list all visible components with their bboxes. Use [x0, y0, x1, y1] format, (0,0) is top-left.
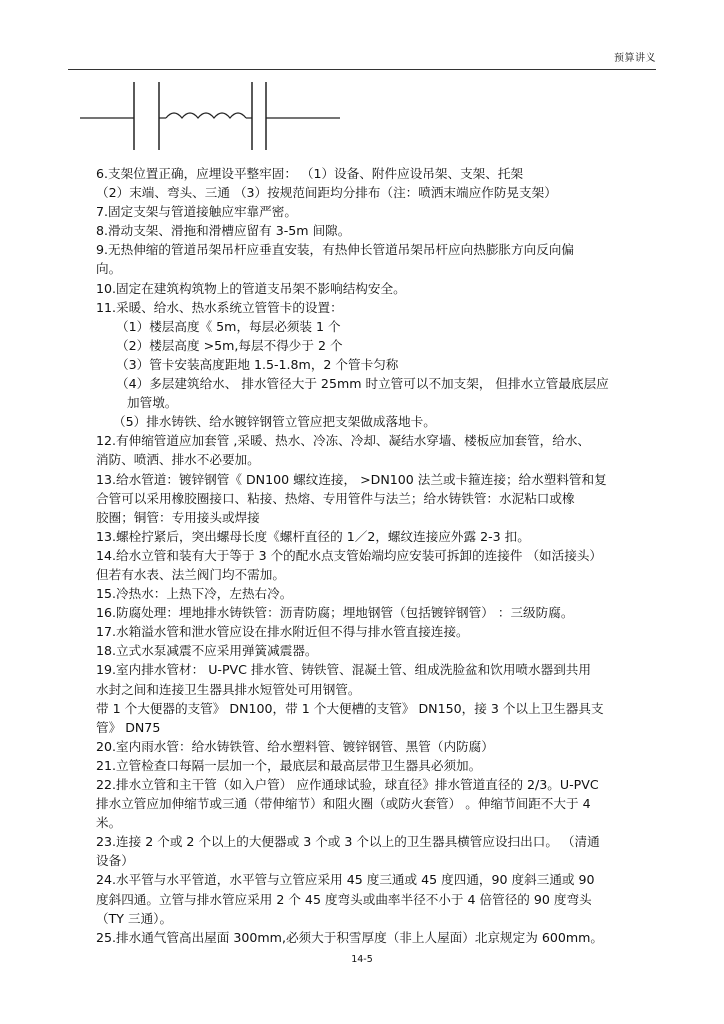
- text-line: （TY 三通）。: [96, 910, 173, 926]
- text-line: 加管墩。: [127, 395, 178, 411]
- text-line: 10.固定在建筑构筑物上的管道支吊架不影响结构安全。: [96, 280, 406, 296]
- expansion-joint-diagram: [76, 78, 346, 154]
- text-line: 米。: [96, 815, 122, 831]
- text-line: 设备）: [96, 853, 134, 869]
- text-line: 管》 DN75: [96, 719, 161, 735]
- text-line: 消防、喷洒、排水不必要加。: [96, 452, 260, 468]
- text-line: （5）排水铸铁、给水镀锌钢管立管应把支架做成落地卡。: [113, 414, 436, 430]
- text-line: 胶圈；铜管：专用接头或焊接: [96, 509, 260, 525]
- text-line: （3）管卡安装高度距地 1.5-1.8m，2 个管卡匀称: [116, 356, 399, 372]
- text-line: （1）楼层高度《 5m，每层必须装 1 个: [116, 318, 341, 334]
- text-line: 21.立管检查口每隔一层加一个，最底层和最高层带卫生器具必须加。: [96, 757, 482, 773]
- text-line: 19.室内排水管材： U-PVC 排水管、铸铁管、混凝土管、组成洗脸盆和饮用喷水器到共用: [96, 662, 591, 678]
- page-number: 14-5: [351, 954, 373, 965]
- text-line: 合管可以采用橡胶圈接口、粘接、热熔、专用管件与法兰；给水铸铁管：水泥粘口或橡: [96, 490, 575, 506]
- header-divider: [68, 69, 656, 70]
- text-line: 9.无热伸缩的管道吊架吊杆应垂直安装，有热伸长管道吊架吊杆应向热膨胀方向反向偏: [96, 242, 574, 258]
- text-line: 17.水箱溢水管和泄水管应设在排水附近但不得与排水管直接连接。: [96, 624, 469, 640]
- text-line: 11.采暖、给水、热水系统立管管卡的设置：: [96, 299, 343, 315]
- document-body: [96, 164, 656, 947]
- text-line: 24.水平管与水平管道，水平管与立管应采用 45 度三通或 45 度四通，90 度斜三通或 90: [96, 872, 595, 888]
- text-line: 20.室内雨水管：给水铸铁管、给水塑料管、镀锌钢管、黑管（内防腐）: [96, 738, 494, 754]
- text-line: 带 1 个大便器的支管》 DN100，带 1 个大便槽的支管》 DN150，接 3 个以上卫生器具支: [96, 700, 604, 716]
- text-line: 8.滑动支架、滑拖和滑槽应留有 3-5m 间隙。: [96, 223, 351, 239]
- text-line: 向。: [96, 261, 122, 277]
- text-line: （2）末端、弯头、三通 （3）按规范间距均分排布（注：喷洒末端应作防晃支架）: [96, 185, 557, 201]
- text-line: 22.排水立管和主干管（如入户管） 应作通球试验，球直径》排水管道直径的 2/3。U-PVC: [96, 777, 599, 792]
- text-line: （2）楼层高度 >5m,每层不得少于 2 个: [116, 337, 343, 353]
- text-line: 水封之间和连接卫生器具排水短管处可用钢管。: [96, 681, 361, 697]
- text-line: 6.支架位置正确，应埋设平整牢固： （1）设备、附件应设吊架、支架、托架: [96, 166, 524, 181]
- text-line: 但若有水表、法兰阀门均不需加。: [96, 566, 285, 582]
- text-line: 13.给水管道：镀锌钢管《 DN100 螺纹连接， >DN100 法兰或卡箍连接；给水塑料管和复: [96, 471, 607, 487]
- text-line: 16.防腐处理：埋地排水铸铁管：沥青防腐；埋地钢管（包括镀锌钢管） ：三级防腐。: [96, 605, 574, 621]
- text-line: 23.连接 2 个或 2 个以上的大便器或 3 个或 3 个以上的卫生器具横管应设扫出口。 （清通: [96, 834, 600, 850]
- text-line: 排水立管应加伸缩节或三通（带伸缩节）和阻火圈（或防火套管） 。伸缩节间距不大于 4: [96, 796, 591, 812]
- text-line: （4）多层建筑给水、 排水管径大于 25mm 时立管可以不加支架， 但排水立管最底层应: [116, 376, 609, 392]
- text-line: 14.给水立管和装有大于等于 3 个的配水点支管始端均应安装可拆卸的连接件 （如活接头）: [96, 547, 603, 563]
- text-line: 12.有伸缩管道应加套管 ,采暖、热水、冷冻、冷却、凝结水穿墙、楼板应加套管，给水、: [96, 433, 591, 449]
- text-line: 7.固定支架与管道接触应牢靠严密。: [96, 204, 297, 220]
- text-line: 度斜四通。立管与排水管应采用 2 个 45 度弯头或曲率半径不小于 4 倍管径的 90 度弯头: [96, 891, 592, 907]
- text-line: 13.螺栓拧紧后，突出螺母长度《螺杆直径的 1／2，螺纹连接应外露 2-3 扣。: [96, 528, 530, 544]
- text-line: 15.冷热水：上热下冷，左热右冷。: [96, 586, 293, 602]
- text-line: 18.立式水泵减震不应采用弹簧减震器。: [96, 643, 318, 659]
- text-line: 25.排水通气管高出屋面 300mm,必须大于积雪厚度（非上人屋面）北京规定为 600mm。: [96, 929, 603, 945]
- header-title: 预算讲义: [614, 53, 656, 64]
